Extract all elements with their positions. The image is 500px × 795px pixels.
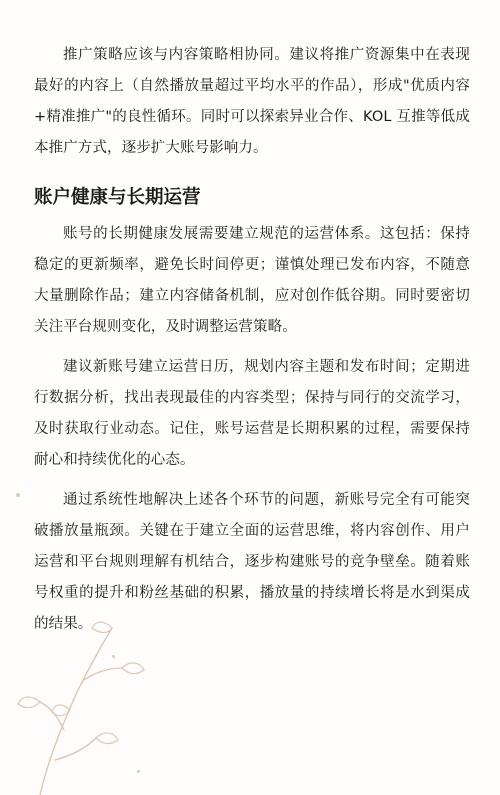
- paragraph-account-health: 账号的长期健康发展需要建立规范的运营体系。这包括：保持稳定的更新频率，避免长时间停更；谨慎处理已发布内容，不随意大量删除作品；建立内容储备机制，应对创作低谷期。同时要密切关注平台规则变化，及时调整运营策略。: [34, 226, 470, 335]
- paragraph-conclusion: 通过系统性地解决上述各个环节的问题，新账号完全有可能突破播放量瓶颈。关键在于建立全面的运营思维，将内容创作、用户运营和平台规则理解有机结合，逐步构建账号的竞争壁垒。随着账号权重的提升和粉丝基础的积累，播放量的持续增长将是水到渠成的结果。: [34, 492, 470, 632]
- document-body: [34, 40, 470, 640]
- section-heading: 账户健康与长期运营: [34, 187, 201, 208]
- decor-dot: [137, 770, 140, 773]
- paragraph-operation-calendar: 建议新账号建立运营日历，规划内容主题和发布时间；定期进行数据分析，找出表现最佳的内容类型；保持与同行的交流学习，及时获取行业动态。记住，账号运营是长期积累的过程，需要保持耐心和持续优化的心态。: [34, 359, 470, 468]
- decor-dot: [16, 493, 20, 497]
- paragraph-promotion-strategy: 推广策略应该与内容策略相协同。建议将推广资源集中在表现最好的内容上（自然播放量超过平均水平的作品），形成"优质内容+精准推广"的良性循环。同时可以探索异业合作、KOL 互推等低成本推广方式，逐步扩大账号影响力。: [34, 47, 470, 156]
- decor-dot: [112, 655, 115, 658]
- branch-illustration: [0, 610, 150, 795]
